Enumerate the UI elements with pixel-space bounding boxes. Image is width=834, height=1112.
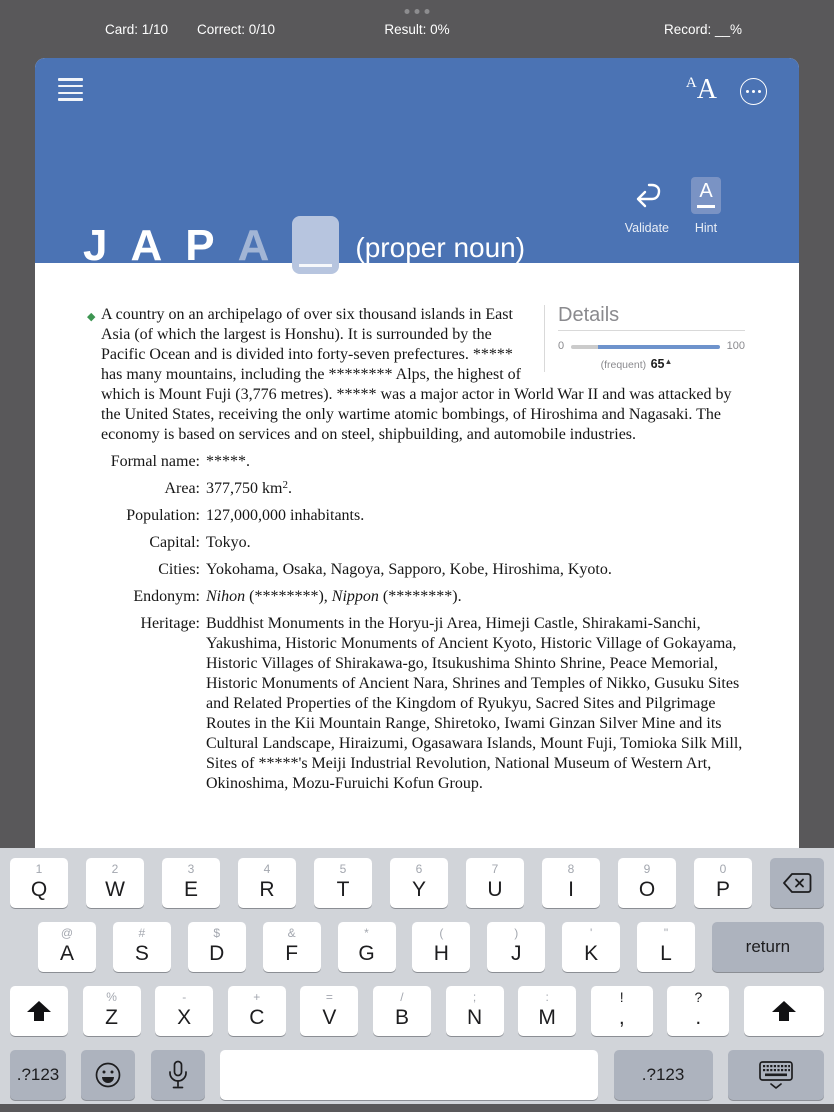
result-percentage: Result: 0% [384, 22, 450, 37]
hint-letter-icon: A [691, 177, 721, 214]
card-header [35, 58, 799, 270]
key-b[interactable]: / B [373, 986, 431, 1036]
validate-button[interactable] [625, 176, 669, 235]
key-x[interactable]: - X [155, 986, 213, 1036]
correct-counter: Correct: 0/10 [197, 22, 276, 37]
key-o[interactable]: 9 O [618, 858, 676, 908]
shift-icon [26, 1000, 52, 1022]
key-r[interactable]: 4 R [238, 858, 296, 908]
fact-row-cities: Cities: Yokohama, Osaka, Nagoya, Sapporo, Kobe, Hiroshima, Kyoto. [158, 561, 612, 578]
shift-key-right[interactable] [744, 986, 824, 1036]
slider-marker-icon: ▲ [664, 357, 673, 366]
return-arrow-icon [632, 182, 662, 208]
key-e[interactable]: 3 E [162, 858, 220, 908]
key-c[interactable]: + C [228, 986, 286, 1036]
backspace-key[interactable] [770, 858, 824, 908]
header-actions [625, 176, 721, 235]
fact-row-area: Area: 377,750 $km^2$. [164, 479, 292, 497]
fact-row-capital: Capital: Tokyo. [149, 534, 251, 551]
key-h[interactable]: ( H [412, 922, 470, 972]
key-f[interactable]: & F [263, 922, 321, 972]
slider-track[interactable] [571, 345, 720, 349]
hint-label: Hint [694, 221, 718, 235]
fact-list [101, 452, 745, 794]
key-y[interactable]: 6 Y [390, 858, 448, 908]
key-w[interactable]: 2 W [86, 858, 144, 908]
hint-button[interactable] [691, 176, 721, 235]
key-l[interactable]: " L [637, 922, 695, 972]
shift-key-left[interactable] [10, 986, 68, 1036]
key-d[interactable]: $ D [188, 922, 246, 972]
numbers-key-left[interactable]: .?123 [10, 1050, 66, 1100]
definition-paragraph [87, 304, 745, 445]
key-i[interactable]: 8 I [542, 858, 600, 908]
cursor-underscore [299, 264, 332, 267]
frequency-slider[interactable] [558, 341, 745, 352]
answer-letter: P [185, 221, 215, 270]
onscreen-keyboard [0, 848, 834, 1104]
definition-text: A country on an archipelago of over six thousand islands in East Asia (of which the largest is Honshu). It is surrounded by the Pacific Ocean and is divided into forty-seven prefectures. ***** has many mountains, including the ******** Alps, the highest of which is Mount Fuji (3,776 metres). ***** was a major actor in World War II and was attacked by the United States, receiving the only wartime atomic bombings, of Hiroshima and Nagasaki. The economy is based on services and on steel, shipbuilding, and automobile industries. [101, 306, 732, 443]
validate-label: Validate [624, 221, 669, 235]
key-n[interactable]: ; N [446, 986, 504, 1036]
bullet-icon: ◆ [87, 311, 96, 323]
word-type-label: (proper noun) [355, 232, 526, 263]
answer-word [83, 216, 525, 276]
status-bar [0, 22, 834, 40]
key-comma[interactable]: ! , [591, 986, 653, 1036]
shift-icon [771, 1000, 797, 1022]
record-percentage: Record: __% [664, 22, 743, 37]
menu-icon[interactable] [58, 78, 83, 101]
dismiss-keyboard-icon [758, 1060, 794, 1090]
key-j[interactable]: ) J [487, 922, 545, 972]
key-v[interactable]: = V [300, 986, 358, 1036]
space-key[interactable] [220, 1050, 598, 1100]
letter-input-cursor[interactable] [292, 216, 339, 274]
answer-letter: J [83, 221, 108, 270]
key-k[interactable]: ' K [562, 922, 620, 972]
key-s[interactable]: # S [113, 922, 171, 972]
microphone-icon [167, 1060, 189, 1090]
key-z[interactable]: % Z [83, 986, 141, 1036]
keyboard-row-2 [10, 922, 824, 972]
fact-row-endonym: Endonym: Nihon (********), Nippon (********). [133, 588, 462, 605]
key-period[interactable]: ? . [667, 986, 729, 1036]
backspace-icon [782, 872, 812, 894]
details-panel [544, 305, 745, 372]
dismiss-keyboard-key[interactable] [728, 1050, 824, 1100]
key-p[interactable]: 0 P [694, 858, 752, 908]
card-counter: Card: 1/10 [105, 22, 169, 37]
hint-letter: A [237, 221, 270, 270]
key-m[interactable]: : M [518, 986, 576, 1036]
key-t[interactable]: 5 T [314, 858, 372, 908]
flashcard [35, 58, 799, 848]
keyboard-row-3 [10, 986, 824, 1036]
key-u[interactable]: 7 U [466, 858, 524, 908]
window-drag-handle[interactable] [405, 9, 430, 14]
key-g[interactable]: * G [338, 922, 396, 972]
frequency-readout: (frequent) 65▲ [600, 357, 673, 371]
card-body [35, 263, 799, 794]
details-divider [558, 330, 745, 331]
key-a[interactable]: @ A [38, 922, 96, 972]
slider-min-label: 0 [558, 340, 565, 352]
fact-row-population: Population: 127,000,000 inhabitants. [126, 507, 365, 524]
keyboard-row-1 [10, 858, 824, 908]
emoji-key[interactable] [81, 1050, 135, 1100]
dictation-key[interactable] [151, 1050, 205, 1100]
return-key[interactable]: return [712, 922, 824, 972]
emoji-icon [94, 1061, 122, 1089]
fact-row-formal-name: Formal name: *****. [110, 453, 250, 470]
answer-letter: A [130, 221, 163, 270]
numbers-key-right[interactable]: .?123 [614, 1050, 713, 1100]
fact-row-heritage: Heritage: Buddhist Monuments in the Horyu-ji Area, Himeji Castle, Shirakami-Sanchi, Yakushima, Historic Monuments of Ancient Kyoto, Historic Village of Gokayama, Historic Villages of Shirakawa-go, Itsukushima Shinto Shrine, Peace Memorial, Historic Monuments of Ancient Nara, Shrines and Temples of Nikko, Gusuku Sites and Related Properties of the Kingdom of Ryukyu, Sacred Sites and Pilgrimage Routes in the Kii Mountain Range, Shiretoko, Iwami Ginzan Silver Mine and its Cultural Landscape, Hiraizumi, Ogasawara Islands, Mount Fuji, Tomioka Silk Mill, Sites of *****'s Meiji Industrial Revolution, National Museum of Western Art, Okinoshima, Mozu-Furuichi Kofun Group. [140, 615, 743, 792]
details-title: Details [558, 304, 620, 326]
text-size-icon[interactable]: AA [685, 74, 717, 105]
keyboard-row-4 [10, 1050, 824, 1100]
key-q[interactable]: 1 Q [10, 858, 68, 908]
more-options-icon[interactable] [740, 78, 767, 105]
slider-max-label: 100 [726, 340, 745, 352]
